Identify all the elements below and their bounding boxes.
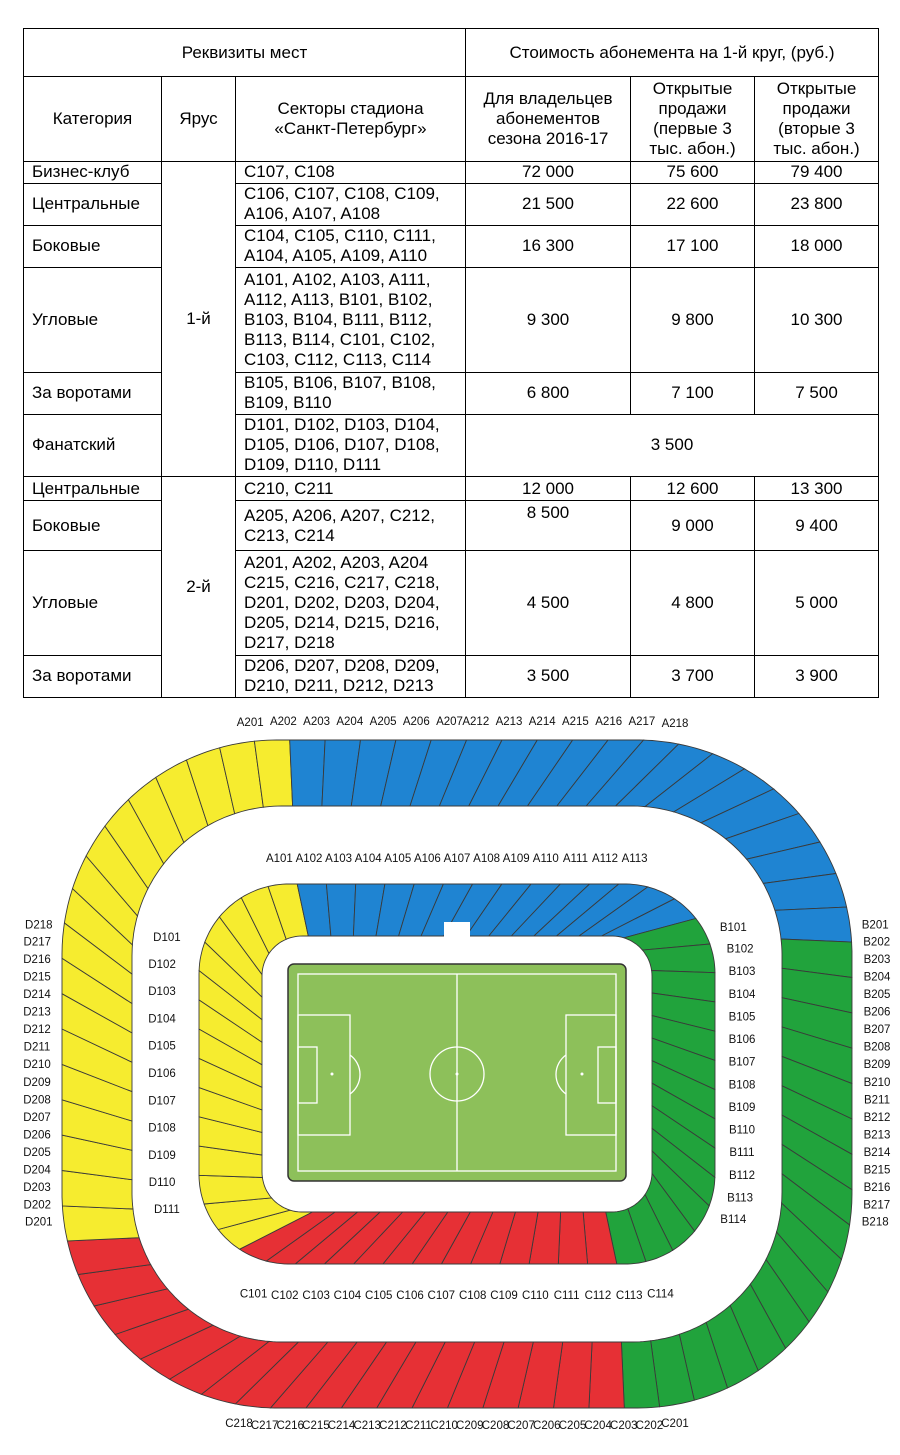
sectors-cell: D206, D207, D208, D209, D210, D211, D212, D213	[236, 655, 466, 697]
sector-label-a1: A113	[621, 853, 648, 866]
sectors-cell: C210, C211	[236, 476, 466, 500]
sector-label-c1: C102	[271, 1290, 299, 1303]
sector-label-c2: C203	[610, 1420, 638, 1433]
tier-cell: 1-й	[162, 161, 236, 476]
sector-label-a1: A101	[265, 853, 293, 866]
category-cell: Бизнес-клуб	[24, 161, 162, 183]
sector-label-a2: A215	[561, 716, 589, 729]
price-open-second: 10 300	[755, 268, 879, 372]
sector-label-b2: B213	[863, 1129, 891, 1142]
sector-label-c1: C112	[584, 1290, 612, 1303]
sector-label-c2: C215	[302, 1420, 330, 1433]
sector-label-a1: A102	[295, 853, 323, 866]
header-category: Категория	[24, 77, 162, 161]
sector-label-d2: D206	[23, 1129, 51, 1142]
sector-label-c2: C210	[430, 1420, 458, 1433]
sector-label-c2: C216	[276, 1420, 304, 1433]
upper-sector	[589, 1342, 624, 1408]
sector-label-c1: C108	[458, 1290, 487, 1303]
price-owners: 16 300	[466, 225, 631, 267]
sector-label-b2: B215	[863, 1164, 891, 1177]
sectors-cell: C106, C107, C108, C109, A106, A107, A108	[236, 183, 466, 225]
price-open-first: 75 600	[631, 161, 755, 183]
header-cost: Стоимость абонемента на 1-й круг, (руб.)	[466, 29, 879, 77]
sector-label-d2: D202	[23, 1199, 52, 1212]
sector-label-d2: D213	[23, 1006, 51, 1019]
price-open-second: 23 800	[755, 183, 879, 225]
price-owners: 72 000	[466, 161, 631, 183]
sectors-cell: A205, A206, A207, C212, C213, C214	[236, 501, 466, 551]
sector-label-a2: A217	[628, 716, 656, 729]
price-open-first: 9 800	[631, 268, 755, 372]
price-owners: 3 500	[466, 655, 631, 697]
sector-label-d1: D104	[148, 1013, 176, 1026]
sectors-cell: C107, C108	[236, 161, 466, 183]
sector-label-d2: D212	[23, 1024, 51, 1037]
price-open-second: 18 000	[755, 225, 879, 267]
stadium-map	[0, 712, 900, 1455]
price-open-first: 7 100	[631, 372, 755, 414]
sector-label-b2: B211	[863, 1094, 891, 1107]
sector-label-a1: A107	[443, 853, 471, 866]
sector-label-a1: A109	[502, 853, 530, 866]
upper-sector	[290, 740, 325, 806]
sector-label-b2: B216	[863, 1181, 891, 1194]
sector-label-b1: B101	[719, 922, 747, 935]
sector-label-b1: B110	[728, 1124, 756, 1137]
sector-label-a2: A202	[269, 716, 297, 729]
category-cell: Угловые	[24, 551, 162, 655]
sector-label-b2: B202	[863, 936, 891, 949]
price-open-second: 7 500	[755, 372, 879, 414]
sector-label-b1: B104	[728, 988, 756, 1001]
sector-label-b2: B212	[863, 1111, 891, 1124]
sector-label-b1: B113	[727, 1192, 754, 1205]
table-row	[24, 501, 879, 551]
sector-label-a1: A106	[413, 853, 441, 866]
price-open-second: 13 300	[755, 476, 879, 500]
sector-label-c1: C111	[553, 1290, 580, 1303]
price-open-first: 4 800	[631, 551, 755, 655]
category-cell: Центральные	[24, 476, 162, 500]
sector-label-c2: C206	[533, 1420, 561, 1433]
sector-label-b1: B114	[720, 1213, 747, 1226]
table-row	[24, 372, 879, 414]
price-owners: 6 800	[466, 372, 631, 414]
sector-label-a2: A213	[495, 716, 523, 729]
header-requisites: Реквизиты мест	[24, 29, 466, 77]
sector-label-c1: C110	[521, 1290, 549, 1303]
sector-label-d1: D111	[154, 1204, 180, 1217]
price-open-second: 79 400	[755, 161, 879, 183]
sector-label-b2: B209	[863, 1059, 891, 1072]
sector-label-a1: A110	[532, 853, 559, 866]
sector-label-d2: D210	[23, 1059, 51, 1072]
header-owners: Для владельцев абонементов сезона 2016-17	[466, 77, 631, 161]
table-row	[24, 268, 879, 372]
table-row	[24, 476, 879, 500]
sector-label-c2: C211	[405, 1420, 432, 1433]
sector-label-c2: C201	[661, 1418, 689, 1431]
sector-label-c2: C214	[327, 1420, 356, 1433]
sector-label-d2: D218	[25, 919, 53, 932]
sector-label-d1: D106	[148, 1068, 176, 1081]
sector-label-c1: C114	[647, 1288, 674, 1301]
sector-label-a2: A216	[595, 716, 623, 729]
sectors-cell: A201, A202, A203, A204 C215, C216, C217, C218, D201, D202, D203, D204, D205, D214, D215, D216, D217, D218	[236, 551, 466, 655]
category-cell: Боковые	[24, 501, 162, 551]
sectors-cell: D101, D102, D103, D104, D105, D106, D107, D108, D109, D110, D111	[236, 414, 466, 476]
sector-label-d2: D201	[25, 1216, 53, 1229]
lower-sector	[558, 1212, 587, 1264]
sector-label-b2: B210	[863, 1076, 891, 1089]
sector-label-c2: C218	[225, 1418, 253, 1431]
table-row	[24, 551, 879, 655]
sector-label-d2: D207	[23, 1111, 51, 1124]
sector-label-c2: C204	[584, 1420, 612, 1433]
sector-label-a1: A103	[325, 853, 353, 866]
sector-label-d2: D209	[23, 1076, 51, 1089]
sector-label-b1: B108	[728, 1079, 756, 1092]
sector-label-d1: D107	[148, 1095, 176, 1108]
sector-label-d1: D110	[148, 1177, 176, 1190]
sector-label-d1: D108	[148, 1122, 176, 1135]
sector-label-b1: B103	[728, 966, 756, 979]
sector-label-d2: D203	[23, 1181, 51, 1194]
sector-label-a1: A105	[384, 853, 412, 866]
sector-label-a2: A214	[528, 716, 556, 729]
category-cell: Боковые	[24, 225, 162, 267]
sector-label-c1: C105	[364, 1290, 393, 1303]
sector-label-b2: B208	[863, 1041, 891, 1054]
tier-cell: 2-й	[162, 476, 236, 697]
sector-label-c1: C101	[239, 1288, 268, 1301]
sector-label-a2: A205	[369, 716, 397, 729]
sector-label-d2: D216	[23, 954, 51, 967]
price-open-first: 22 600	[631, 183, 755, 225]
header-open-first: Открытые продажи (первые 3 тыс. абон.)	[631, 77, 755, 161]
sector-label-d2: D215	[23, 971, 51, 984]
sector-label-c2: C209	[456, 1420, 484, 1433]
sector-label-c1: C104	[333, 1290, 362, 1303]
price-open-first: 12 600	[631, 476, 755, 500]
sector-label-d1: D103	[148, 986, 176, 999]
price-open-first: 9 000	[631, 501, 755, 551]
sector-label-b2: B214	[863, 1146, 891, 1159]
sector-label-a2: A203	[303, 716, 331, 729]
sector-label-a2: A201	[236, 716, 264, 729]
sector-label-b2: B207	[863, 1024, 891, 1037]
sector-label-c1: C113	[615, 1290, 643, 1303]
sector-label-b2: B201	[861, 919, 889, 932]
sector-label-d2: D204	[23, 1164, 51, 1177]
sector-label-b1: B105	[728, 1011, 756, 1024]
upper-sector	[775, 907, 852, 942]
price-owners: 21 500	[466, 183, 631, 225]
sector-label-d2: D211	[23, 1041, 51, 1054]
sector-label-c1: C106	[396, 1290, 424, 1303]
price-table	[23, 28, 879, 698]
sectors-cell: B105, B106, B107, B108, B109, B110	[236, 372, 466, 414]
sector-label-b2: B204	[863, 971, 891, 984]
tunnel	[444, 922, 470, 940]
price-open-second: 5 000	[755, 551, 879, 655]
table-row	[24, 414, 879, 476]
header-sectors: Секторы стадиона «Санкт-Петербург»	[236, 77, 466, 161]
category-cell: Фанатский	[24, 414, 162, 476]
sector-label-c1: C103	[302, 1290, 330, 1303]
price-open-second: 9 400	[755, 501, 879, 551]
sector-label-a2: A218	[661, 717, 689, 730]
price-open-first: 3 700	[631, 655, 755, 697]
sector-label-d2: D217	[23, 936, 52, 949]
upper-sector	[62, 1206, 139, 1241]
sector-label-c2: C202	[635, 1420, 664, 1433]
sector-label-b1: B107	[728, 1056, 756, 1069]
sector-label-b2: B218	[861, 1216, 889, 1229]
price-owners: 12 000	[466, 476, 631, 500]
sector-label-d1: D109	[148, 1149, 176, 1162]
sector-label-c1: C107	[427, 1290, 456, 1303]
table-row	[24, 183, 879, 225]
sector-label-b1: B109	[728, 1101, 756, 1114]
sector-label-b2: B203	[863, 954, 891, 967]
price-all: 3 500	[466, 414, 879, 476]
sector-label-b2: B205	[863, 989, 891, 1002]
sector-label-a2: A207	[436, 716, 463, 729]
price-open-first: 17 100	[631, 225, 755, 267]
sector-label-c2: C207	[507, 1420, 535, 1433]
sector-label-c2: C205	[558, 1420, 587, 1433]
sectors-cell: C104, C105, C110, C111, A104, A105, A109, A110	[236, 225, 466, 267]
category-cell: За воротами	[24, 655, 162, 697]
sector-label-d2: D214	[23, 989, 51, 1002]
sector-label-c1: C109	[490, 1290, 518, 1303]
sector-label-b2: B217	[863, 1199, 891, 1212]
sector-label-c2: C208	[481, 1420, 510, 1433]
sector-label-b1: B102	[726, 943, 754, 956]
category-cell: Угловые	[24, 268, 162, 372]
sector-label-d1: D102	[148, 958, 176, 971]
sector-label-b1: B112	[728, 1169, 756, 1182]
sector-label-a1: A104	[354, 853, 382, 866]
sector-label-b1: B111	[729, 1147, 755, 1160]
pitch	[288, 964, 626, 1181]
sector-label-b2: B206	[863, 1006, 891, 1019]
sector-label-c2: C213	[353, 1420, 381, 1433]
sector-label-c2: C217	[250, 1420, 279, 1433]
sector-label-a1: A108	[473, 853, 501, 866]
table-row	[24, 225, 879, 267]
sector-label-a1: A112	[591, 853, 619, 866]
sector-label-d2: D205	[23, 1146, 51, 1159]
price-owners: 4 500	[466, 551, 631, 655]
table-row	[24, 655, 879, 697]
sectors-cell: A101, A102, A103, A111, A112, A113, B101, B102, B103, B104, B111, B112, B113, B114, C101, C102, C103, C112, C113, C114	[236, 268, 466, 372]
header-tier: Ярус	[162, 77, 236, 161]
table-row	[24, 161, 879, 183]
price-owners: 8 500	[466, 501, 631, 551]
header-open-second: Открытые продажи (вторые 3 тыс. абон.)	[755, 77, 879, 161]
sector-label-a2: A212	[462, 716, 490, 729]
sector-label-a2: A206	[402, 716, 430, 729]
sector-label-b1: B106	[728, 1034, 756, 1047]
category-cell: Центральные	[24, 183, 162, 225]
price-owners: 9 300	[466, 268, 631, 372]
sector-label-d1: D101	[153, 932, 181, 945]
lower-sector	[326, 884, 355, 936]
category-cell: За воротами	[24, 372, 162, 414]
sector-label-a2: A204	[336, 716, 364, 729]
price-open-second: 3 900	[755, 655, 879, 697]
sector-label-c2: C212	[379, 1420, 407, 1433]
sector-label-a1: A111	[562, 853, 588, 866]
sector-label-d2: D208	[23, 1094, 51, 1107]
sector-label-d1: D105	[148, 1040, 176, 1053]
